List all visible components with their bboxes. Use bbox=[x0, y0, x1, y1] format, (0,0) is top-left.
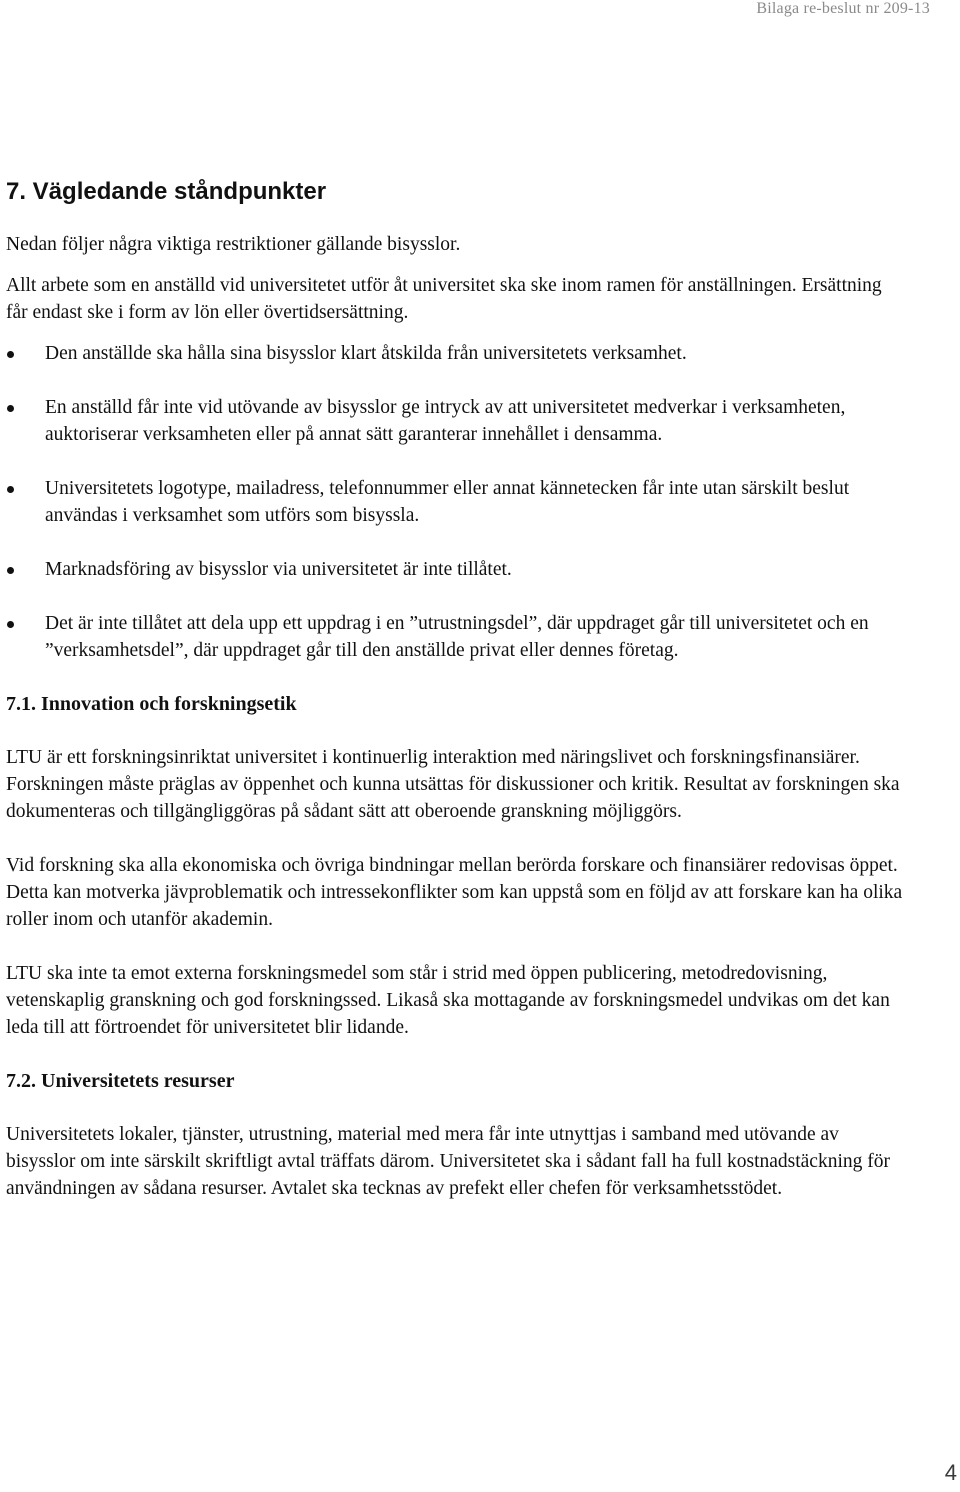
list-item-text: En anställd får inte vid utövande av bisysslor ge intryck av att universitetet medverkar i verksamheten, auktoriserar verksamheten eller på annat sätt garanterar innehållet i densamma. bbox=[45, 397, 846, 445]
section-7-1-heading: 7.1. Innovation och forskningsetik bbox=[6, 693, 297, 715]
page-number: 4 bbox=[944, 1460, 957, 1485]
bullet-icon bbox=[7, 405, 14, 412]
list-item bbox=[6, 340, 906, 367]
bullet-icon bbox=[7, 567, 14, 574]
section-7-2-heading: 7.2. Universitetets resurser bbox=[6, 1070, 235, 1092]
list-item bbox=[6, 610, 906, 664]
section-7-heading: 7. Vägledande ståndpunkter bbox=[6, 178, 327, 205]
list-item-text: Den anställde ska hålla sina bisysslor klart åtskilda från universitetets verksamhet. bbox=[45, 343, 687, 364]
section-7-intro: Nedan följer några viktiga restriktioner gällande bisysslor. bbox=[6, 234, 461, 255]
document-header-label: Bilaga re-beslut nr 209-13 bbox=[756, 0, 930, 17]
section-7-2-paragraph: Universitetets lokaler, tjänster, utrustning, material med mera får inte utnyttjas i samband med utövande av bisysslor om inte särskilt skriftligt avtal träffats därom. Universitetet ska i sådant fall ha full kostnadstäckning för användningen av sådana resurser. Avtalet ska tecknas av prefekt eller chefen för verksamhetsstödet. bbox=[6, 1124, 890, 1199]
list-item-text: Marknadsföring av bisysslor via universitetet är inte tillåtet. bbox=[45, 559, 512, 580]
bullet-icon bbox=[7, 351, 14, 358]
section-7-1-paragraph: Vid forskning ska alla ekonomiska och övriga bindningar mellan berörda forskare och finansiärer redovisas öppet. Detta kan motverka jävproblematik och intressekonflikter som kan uppstå som en följd av att forskare kan ha olika roller inom och utanför akademin. bbox=[6, 855, 903, 930]
section-7-rule: Allt arbete som en anställd vid universitetet utför åt universitet ska ske inom ramen för anställningen. Ersättning får endast ske i form av lön eller övertidsersättning. bbox=[6, 275, 882, 323]
list-item bbox=[6, 394, 906, 448]
list-item-text: Det är inte tillåtet att dela upp ett uppdrag i en ”utrustningsdel”, där uppdraget går till universitetet och en ”verksamhetsdel”, där uppdraget går till den anställde privat eller dennes företag. bbox=[45, 613, 869, 661]
bullet-icon bbox=[7, 621, 14, 628]
document-body bbox=[6, 174, 906, 1229]
section-7-1-paragraph: LTU ska inte ta emot externa forskningsmedel som står i strid med öppen publicering, metodredovisning, vetenskaplig granskning och god forskningssed. Likaså ska mottagande av forskningsmedel undvikas om det kan leda till att förtroendet för universitetet blir lidande. bbox=[6, 963, 890, 1038]
list-item-text: Universitetets logotype, mailadress, telefonnummer eller annat kännetecken får inte utan särskilt beslut användas i verksamhet som utförs som bisyssla. bbox=[45, 478, 850, 526]
bullet-icon bbox=[7, 486, 14, 493]
list-item bbox=[6, 475, 906, 529]
list-item bbox=[6, 556, 906, 583]
section-7-1-paragraph: LTU är ett forskningsinriktat universitet i kontinuerlig interaktion med näringslivet och forskningsfinansiärer. Forskningen måste präglas av öppenhet och kunna utsättas för diskussioner och kritik. Resultat av forskningen ska dokumenteras och tillgängliggöras på sådant sätt att oberoende granskning möjliggörs. bbox=[6, 747, 900, 822]
restrictions-list bbox=[6, 340, 906, 664]
